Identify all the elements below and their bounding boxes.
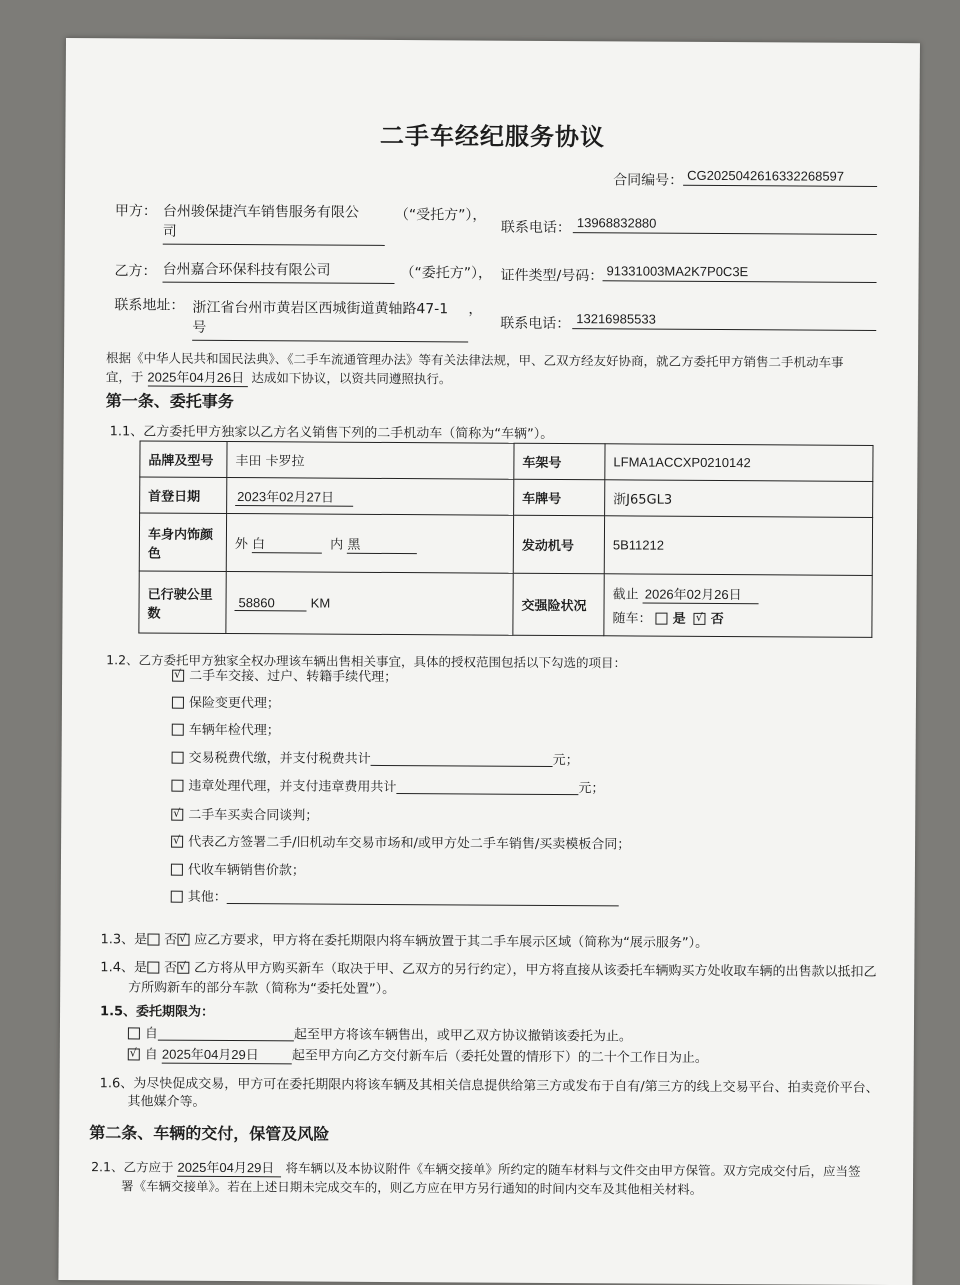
preamble-date: 2025年04月26日 bbox=[147, 367, 247, 388]
vehicle-table bbox=[138, 440, 873, 637]
party-b-name: 台州嘉合环保科技有限公司 bbox=[163, 259, 395, 284]
clause-1-4-yes-checkbox[interactable] bbox=[147, 962, 159, 974]
auth-option-5 bbox=[171, 804, 318, 824]
color-cell: 外 白 内 黑 bbox=[226, 513, 513, 573]
auth-option-3-blank bbox=[371, 751, 553, 767]
auth-option-4-unit: 元； bbox=[578, 781, 605, 797]
auth-option-6-checkbox[interactable] bbox=[171, 836, 183, 848]
color-label: 车身内饰颜 色 bbox=[139, 513, 226, 572]
party-a-name-line1: 台州骏保捷汽车销售服务有限公 bbox=[162, 203, 359, 221]
auth-option-3-checkbox[interactable] bbox=[172, 752, 184, 764]
auth-option-3-label: 交易税费代缴，并支付税费共计 bbox=[188, 750, 371, 767]
auth-option-8-checkbox[interactable] bbox=[171, 891, 183, 903]
mileage-label: 已行驶公里 数 bbox=[139, 571, 226, 634]
party-a-role: （“受托方”）， bbox=[394, 207, 487, 224]
clause-1-3-no-checkbox[interactable] bbox=[177, 934, 189, 946]
vin-value: LFMA1ACCXP0210142 bbox=[605, 444, 873, 482]
insurance-with-no-checkbox[interactable] bbox=[694, 613, 706, 625]
auth-option-4-label: 违章处理代理，并支付违章费用共计 bbox=[188, 778, 397, 796]
auth-option-2 bbox=[172, 719, 280, 739]
reg-date-cell bbox=[227, 477, 514, 515]
preamble-line2: 宜，于 2025年04月26日 达成如下协议，以资共同遵照执行。 bbox=[106, 366, 452, 388]
term-option-1-date bbox=[158, 1025, 294, 1042]
brand-label: 品牌及型号 bbox=[140, 441, 227, 478]
clause-2-1-line2: 署《车辆交接单》。若在上述日期未完成交车的，则乙方应在甲方另行通知的时间内交车及其他相关材料。 bbox=[120, 1178, 703, 1197]
contract-no-label: 合同编号： bbox=[613, 172, 684, 189]
auth-option-0 bbox=[172, 665, 397, 685]
party-a-name-line2: 司 bbox=[163, 221, 385, 246]
clause-1-6: 1.6、为尽快促成交易，甲方可在委托期限内将该车辆及其相关信息提供给第三方或发布于自有/第三方的线上交易平台、拍卖竞价平台、 bbox=[99, 1076, 879, 1096]
article2-heading: 第二条、车辆的交付，保管及风险 bbox=[89, 1123, 330, 1144]
auth-option-7-checkbox[interactable] bbox=[171, 864, 183, 876]
address-line1: 浙江省台州市黄岩区西城街道黄轴路47-1 bbox=[192, 299, 449, 318]
auth-option-4-blank bbox=[396, 779, 578, 795]
party-a-phone: 13968832880 bbox=[573, 213, 877, 235]
party-a-label: 甲方： bbox=[114, 203, 157, 220]
mileage-value: 58860 bbox=[235, 595, 307, 611]
address-tail: ， bbox=[468, 301, 483, 318]
auth-option-2-checkbox[interactable] bbox=[172, 724, 184, 736]
clause-1-4-line2: 方所购新车的部分车款（简称为“委托处置”）。 bbox=[128, 980, 396, 998]
auth-option-4-checkbox[interactable] bbox=[171, 780, 183, 792]
term-option-2-date: 2025年04月29日 bbox=[162, 1044, 292, 1065]
vin-label: 车架号 bbox=[514, 443, 605, 480]
clause-2-1: 2.1、乙方应于 2025年04月29日 将车辆以及本协议附件《车辆交接单》所约定的随车材料与文件交由甲方保管。双方完成交付后，应当签 bbox=[91, 1156, 860, 1181]
party-a-phone-label: 联系电话： bbox=[500, 219, 571, 237]
mileage-cell bbox=[226, 571, 513, 635]
party-b-phone: 13216985533 bbox=[572, 309, 876, 331]
auth-option-0-checkbox[interactable] bbox=[172, 670, 184, 682]
contract-no-value: CG2025042616332268597 bbox=[683, 166, 877, 187]
auth-option-1-checkbox[interactable] bbox=[172, 697, 184, 709]
clause-1-3-yes-checkbox[interactable] bbox=[147, 934, 159, 946]
auth-option-8-label: 其他： bbox=[187, 889, 227, 905]
auth-option-0-label: 二手车交接、过户、转籍手续代理； bbox=[189, 668, 398, 686]
article1-heading: 第一条、委托事务 bbox=[105, 391, 234, 412]
engine-value: 5B11212 bbox=[604, 516, 872, 576]
term-option-1-checkbox[interactable] bbox=[128, 1027, 140, 1039]
clause-2-1-date: 2025年04月29日 bbox=[177, 1157, 281, 1178]
party-b-role: （“委托方”）， bbox=[400, 265, 493, 282]
clause-1-4-no-checkbox[interactable] bbox=[177, 962, 189, 974]
reg-date-label: 首登日期 bbox=[140, 477, 227, 514]
term-option-2-checkbox[interactable] bbox=[128, 1048, 140, 1060]
clause-1-1: 1.1、乙方委托甲方独家以乙方名义销售下列的二手机动车（简称为“车辆”）。 bbox=[109, 424, 554, 442]
mileage-unit: KM bbox=[310, 595, 331, 611]
auth-option-5-checkbox[interactable] bbox=[171, 809, 183, 821]
clause-1-3: 1.3、是 否√ 应乙方要求，甲方将在委托期限内将车辆放置于其二手车展示区域（简称为“展示服务”）。 bbox=[100, 928, 708, 951]
exterior-color: 白 bbox=[252, 533, 322, 553]
party-b-label: 乙方： bbox=[114, 263, 157, 280]
insurance-until: 2026年02月26日 bbox=[643, 584, 759, 605]
plate-label: 车牌号 bbox=[514, 479, 605, 516]
address-line2: 号 bbox=[192, 317, 468, 343]
auth-option-3 bbox=[172, 747, 579, 768]
engine-label: 发动机号 bbox=[513, 515, 604, 574]
address-label: 联系地址： bbox=[114, 297, 185, 314]
auth-option-2-label: 车辆年检代理； bbox=[188, 722, 280, 739]
auth-option-6-label: 代表乙方签署二手/旧机动车交易市场和/或甲方处二手车销售/买卖模板合同； bbox=[188, 834, 631, 853]
auth-option-8-blank bbox=[227, 889, 619, 906]
insurance-cell: 截止 2026年02月26日 随车： 是 √ 否 bbox=[604, 574, 872, 638]
auth-option-1-label: 保险变更代理； bbox=[188, 695, 280, 712]
plate-value: 浙J65GL3 bbox=[605, 480, 873, 518]
auth-option-8 bbox=[171, 886, 619, 908]
clause-1-4: 1.4、是 否√ 乙方将从甲方购买新车（取决于甲、乙双方的另行约定），甲方将直接从该委托车辆购买方处收取车辆的出售款以抵扣乙 bbox=[100, 956, 876, 980]
preamble-line1: 根据《中华人民共和国民法典》、《二手车流通管理办法》等有关法律法规，甲、乙双方经友好协商，就乙方委托甲方销售二手机动车事 bbox=[106, 350, 844, 370]
page-title: 二手车经纪服务协议 bbox=[379, 121, 605, 152]
reg-date-value: 2023年02月27日 bbox=[235, 486, 353, 507]
auth-option-4 bbox=[171, 775, 604, 797]
auth-option-1 bbox=[172, 692, 280, 712]
brand-value: 丰田 卡罗拉 bbox=[227, 441, 514, 479]
auth-option-7-label: 代收车辆销售价款； bbox=[187, 862, 305, 879]
clause-1-2: 1.2、乙方委托甲方独家全权办理该车辆出售相关事宜，具体的授权范围包括以下勾选的项目： bbox=[106, 652, 627, 671]
interior-color: 黑 bbox=[347, 533, 417, 553]
party-b-id-label: 证件类型/号码： bbox=[500, 267, 604, 285]
insurance-label: 交强险状况 bbox=[513, 573, 604, 636]
party-b-phone-label: 联系电话： bbox=[500, 315, 571, 333]
term-option-2: √自 2025年04月29日 起至甲方向乙方交付新车后（委托处置的情形下）的二十个工作日为止。 bbox=[128, 1043, 708, 1067]
auth-option-5-label: 二手车买卖合同谈判； bbox=[188, 807, 319, 824]
clause-1-5-heading: 1.5、委托期限为： bbox=[100, 1004, 215, 1020]
term-option-1: 自 起至甲方将该车辆售出，或甲乙双方协议撤销该委托为止。 bbox=[128, 1022, 632, 1044]
clause-1-6-line2: 其他媒介等。 bbox=[127, 1094, 206, 1110]
contract-page bbox=[58, 38, 920, 1285]
auth-option-6 bbox=[171, 831, 630, 853]
auth-option-3-unit: 元； bbox=[552, 752, 579, 769]
party-b-id: 91331003MA2K7P0C3E bbox=[603, 261, 877, 283]
insurance-with-yes-checkbox[interactable] bbox=[656, 613, 668, 625]
auth-option-7 bbox=[171, 859, 305, 879]
